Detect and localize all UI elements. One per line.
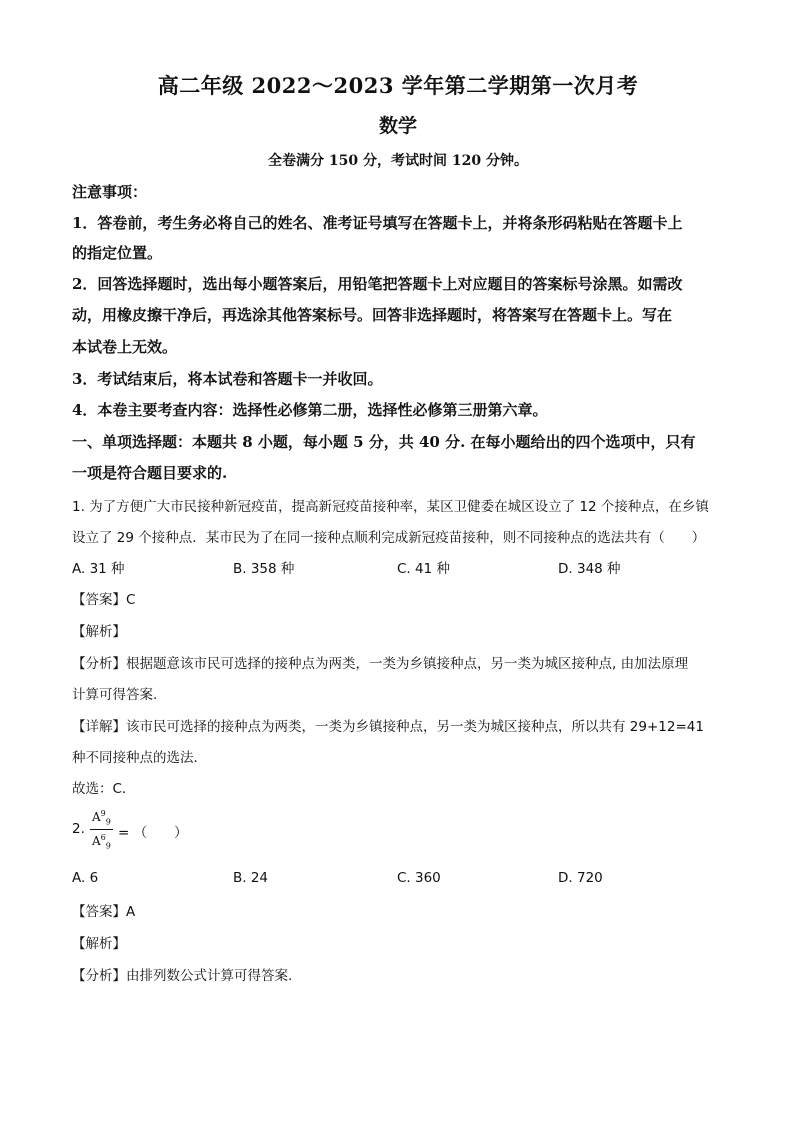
notes-line: 4．本卷主要考查内容：选择性必修第二册，选择性必修第三册第六章。	[72, 401, 548, 419]
notes-line: 本试卷上无效。	[72, 338, 178, 356]
section-heading: 一项是符合题目要求的.	[72, 464, 228, 482]
option-a: A. 6	[72, 870, 99, 886]
question-stem: 1. 为了方便广大市民接种新冠疫苗，提高新冠疫苗接种率，某区卫健委在城区设立了 12 个接种点，在乡镇	[72, 499, 709, 515]
analysis-tag: 【解析】	[72, 936, 126, 952]
analysis-line: 【分析】由排列数公式计算可得答案.	[72, 968, 293, 984]
notes-heading: 注意事项：	[72, 183, 148, 201]
answer-line: 【答案】A	[72, 904, 136, 920]
option-b: B. 24	[233, 870, 269, 886]
detail-line: 种不同接种点的选法．	[72, 750, 207, 766]
analysis-line: 【分析】根据题意该市民可选择的接种点为两类，一类为乡镇接种点，另一类为城区接种点, 由加法原理	[72, 656, 689, 672]
question-tail: = （ ）	[118, 825, 188, 841]
fraction-numerator: $A^9_9$	[90, 806, 113, 830]
notes-line: 1．答卷前，考生务必将自己的姓名、准考证号填写在答题卡上，并将条形码粘贴在答题卡上	[72, 214, 683, 232]
fraction-denominator: $A^6_9$	[92, 833, 111, 851]
exam-meta: 全卷满分 150 分，考试时间 120 分钟。	[268, 153, 528, 169]
question-stem: 设立了 29 个接种点．某市民为了在同一接种点顺利完成新冠疫苗接种，则不同接种点的选法共有（ ）	[72, 530, 706, 546]
option-c: C. 360	[397, 870, 441, 886]
notes-line: 3．考试结束后，将本试卷和答题卡一并收回。	[72, 370, 383, 388]
analysis-line: 计算可得答案.	[72, 687, 158, 703]
choice-line: 故选：C．	[72, 781, 136, 797]
question-number: 2.	[72, 821, 85, 837]
option-d: D. 348 种	[558, 561, 621, 577]
option-b: B. 358 种	[233, 561, 295, 577]
analysis-tag: 【解析】	[72, 624, 126, 640]
exam-title: 高二年级 2022～2023 学年第二学期第一次月考	[157, 73, 639, 98]
answer-line: 【答案】C	[72, 592, 136, 608]
option-d: D. 720	[558, 870, 603, 886]
option-c: C. 41 种	[397, 561, 450, 577]
option-a: A. 31 种	[72, 561, 125, 577]
notes-line: 的指定位置。	[72, 244, 163, 262]
notes-line: 动，用橡皮擦干净后，再选涂其他答案标号。回答非选择题时，将答案写在答题卡上。写在	[72, 306, 673, 324]
detail-line: 【详解】该市民可选择的接种点为两类，一类为乡镇接种点，另一类为城区接种点，所以共有 29+12=41	[72, 719, 704, 735]
permutation-fraction	[90, 806, 113, 854]
notes-line: 2．回答选择题时，选出每小题答案后，用铅笔把答题卡上对应题目的答案标号涂黑。如需改	[72, 275, 683, 293]
exam-subject: 数学	[378, 115, 417, 137]
section-heading: 一、单项选择题：本题共 8 小题，每小题 5 分，共 40 分. 在每小题给出的四个选项中，只有	[72, 433, 696, 451]
